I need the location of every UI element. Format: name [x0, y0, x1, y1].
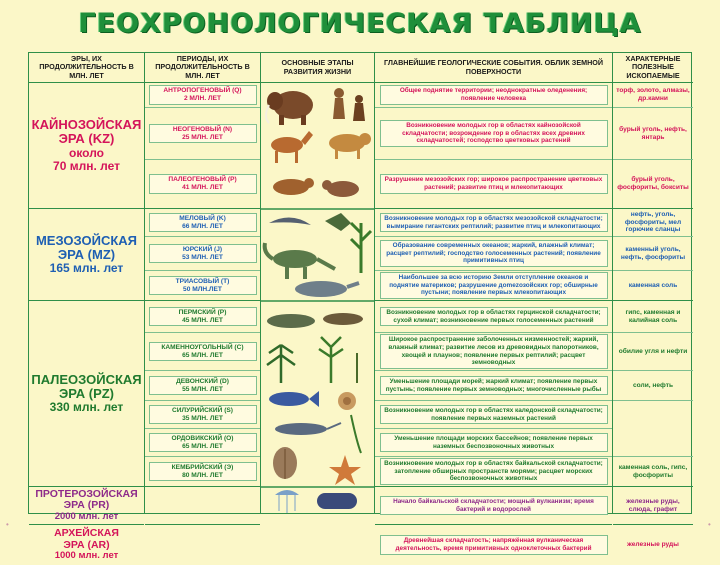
event-text: Широкое распространение заболоченных низменностей; жаркий, влажный климат; развитие лесов из древовидных папоротников, хвощей и плаунов; появление первых рептилий; расцвет земноводных — [380, 334, 608, 369]
event-row — [375, 487, 612, 525]
event-row — [375, 108, 612, 160]
era-pz — [29, 301, 144, 487]
mineral-cell: бурый уголь, нефть, янтарь — [613, 108, 693, 160]
period-name: ПЕРМСКИЙ (P) — [178, 308, 227, 316]
period-box — [149, 307, 257, 327]
starfish-icon — [329, 455, 361, 485]
event-text: Возникновение молодых гор в областях каледонской складчатости; появление первых наземных растений — [380, 405, 608, 424]
event-row — [375, 371, 612, 401]
event-text: Образование современных океанов; жаркий, влажный климат; расцвет рептилий; господство голосеменных растений; появление примитивных птиц — [380, 240, 608, 267]
event-text: Древнейшая складчатость; напряжённая вулканическая деятельность, время примитивных одноклеточных бактерий — [380, 535, 608, 554]
period-box — [149, 276, 257, 296]
mineral-cell: соли, нефть — [613, 371, 693, 401]
event-row — [375, 83, 612, 108]
tree-fern-icon — [267, 337, 357, 383]
periods-column — [145, 53, 261, 513]
period-row — [145, 271, 260, 301]
event-text: Возникновение молодых гор в областях байкальской складчатости; затопление обширных пространств морями; расцвет морских беспозвоночных животных — [380, 458, 608, 485]
period-duration: 45 МЛН. ЛЕТ — [182, 316, 223, 324]
period-duration: 80 МЛН. ЛЕТ — [182, 471, 223, 479]
period-box — [149, 174, 257, 194]
period-duration: 65 МЛН. ЛЕТ — [182, 351, 223, 359]
corner-mark-icon: • — [708, 520, 711, 529]
period-row-empty — [145, 487, 260, 525]
event-row — [375, 525, 612, 565]
event-text: Возникновение молодых гор в областях герцинской складчатости; сухой климат; возникновение первых голосеменных растений — [380, 307, 608, 326]
period-name: НЕОГЕНОВЫЙ (N) — [172, 125, 233, 133]
period-box — [149, 124, 257, 144]
period-name: ОРДОВИКСКИЙ (O) — [171, 434, 234, 442]
header-periods: ПЕРИОДЫ, ИХ ПРОДОЛЖИТЕЛЬНОСТЬ В МЛН. ЛЕТ — [145, 53, 260, 83]
era-kz-code: ЭРА (KZ) — [58, 131, 115, 147]
event-text: Общее поднятие территории; неоднократные оледенения; появление человека — [380, 85, 608, 104]
minerals-column — [613, 53, 693, 549]
period-box — [149, 405, 257, 425]
event-row — [375, 333, 612, 371]
period-box — [149, 85, 257, 105]
period-name: КЕМБРИЙСКИЙ (Э) — [171, 463, 234, 471]
mineral-cell: каменный уголь, нефть, фосфориты — [613, 237, 693, 271]
event-row — [375, 271, 612, 301]
event-text: Наибольшее за всю историю Земли отступление океанов и поднятие материков; разрушение доmezозойских гор; обширные пустыни; появление первых млекопитающих — [380, 272, 608, 299]
period-duration: 65 МЛН. ЛЕТ — [182, 442, 223, 450]
era-pr-name: ПРОТЕРОЗОЙСКАЯ — [35, 487, 138, 500]
event-row — [375, 209, 612, 237]
period-row — [145, 209, 260, 237]
period-box — [149, 342, 257, 362]
period-row — [145, 457, 260, 487]
life-illustrations — [261, 83, 375, 515]
period-row — [145, 371, 260, 401]
period-duration: 55 МЛН. ЛЕТ — [182, 385, 223, 393]
header-life: ОСНОВНЫЕ ЭТАПЫ РАЗВИТИЯ ЖИЗНИ — [261, 53, 374, 83]
shell-icon — [338, 392, 356, 410]
mineral-cell: обилие угля и нефти — [613, 333, 693, 371]
period-box — [149, 376, 257, 396]
bacteria-icon — [317, 493, 357, 509]
event-row — [375, 237, 612, 271]
event-text: Уменьшение площади морей; жаркий климат; появление первых пустынь; появление первых земноводных; многочисленные рыбы — [380, 376, 608, 395]
era-ar-name: АРХЕЙСКАЯ — [54, 527, 119, 540]
period-name: ДЕВОНСКИЙ (D) — [176, 377, 229, 385]
mineral-cell: железные руды — [627, 541, 679, 549]
era-kz-name: КАЙНОЗОЙСКАЯ — [31, 117, 142, 133]
period-name: СИЛУРИЙСКИЙ (S) — [172, 406, 233, 414]
era-kz — [29, 83, 144, 209]
era-pz-name: ПАЛЕОЗОЙСКАЯ — [31, 371, 142, 387]
event-text: Начало байкальской складчатости; мощный вулканизм; время бактерий и водорослей — [380, 496, 608, 515]
era-pr — [29, 487, 144, 525]
mineral-cell-empty — [613, 401, 693, 457]
era-pz-code: ЭРА (PZ) — [58, 385, 115, 401]
primitive-mammal-icon — [273, 178, 359, 197]
era-ar-duration: 1000 млн. лет — [54, 550, 119, 562]
era-mz-duration: 165 млн. лет — [49, 261, 124, 276]
page-title: ГЕОХРОНОЛОГИЧЕСКАЯ ТАБЛИЦА — [78, 8, 642, 39]
period-name: МЕЛОВЫЙ (K) — [179, 214, 226, 222]
era-kz-duration: 70 млн. лет — [53, 158, 120, 173]
era-pr-code: ЭРА (PR) — [63, 499, 110, 512]
era-kz-about: около — [68, 145, 104, 160]
mineral-cell: торф, золото, алмазы, др.камни — [613, 83, 693, 108]
period-duration: 66 МЛН. ЛЕТ — [182, 222, 223, 230]
life-column — [261, 53, 375, 513]
period-duration: 50 МЛН.ЛЕТ — [183, 285, 222, 293]
period-name: ТРИАСОВЫЙ (T) — [175, 277, 230, 285]
header-minerals: ХАРАКТЕРНЫЕ ПОЛЕЗНЫЕ ИСКОПАЕМЫЕ — [613, 53, 693, 83]
era-mz-name: МЕЗОЗОЙСКАЯ — [35, 232, 138, 248]
events-column — [375, 53, 613, 552]
period-duration: 2 МЛН. ЛЕТ — [183, 95, 222, 102]
amphibian-icon — [267, 313, 363, 328]
event-row — [375, 160, 612, 209]
period-row — [145, 301, 260, 333]
period-name: КАМЕННОУГОЛЬНЫЙ (C) — [161, 343, 244, 351]
period-duration: 53 МЛН. ЛЕТ — [182, 253, 223, 261]
mineral-cell: каменная соль — [613, 271, 693, 301]
mineral-cell: гипс, каменная и калийная соль — [613, 301, 693, 333]
event-text: Возникновение молодых гор в областях мезозойской складчатости; вымирание гигантских рептилий; развитие птиц и млекопитающих — [380, 213, 608, 232]
mineral-cell: нефть, уголь, фосфориты, мел горючие сланцы — [613, 209, 693, 237]
event-text: Разрушение мезозойских гор; широкое распространение цветковых растений; развитие птиц и млекопитающих — [380, 174, 608, 193]
period-duration: 25 МЛН. ЛЕТ — [182, 133, 223, 141]
event-row — [375, 401, 612, 429]
period-name: ЮРСКИЙ (J) — [182, 245, 223, 253]
dinosaur-icon — [265, 243, 335, 279]
period-row — [145, 83, 260, 108]
era-column — [29, 53, 145, 562]
period-row — [145, 108, 260, 160]
event-text: Уменьшение площади морских бассейнов; появление первых наземных беспозвоночных животных — [380, 433, 608, 452]
period-duration: 41 МЛН. ЛЕТ — [182, 184, 223, 191]
period-box — [149, 213, 257, 233]
mammoth-icon — [266, 91, 313, 125]
mineral-cell: железные руды, слюда, графит — [613, 487, 693, 525]
armored-fish-icon — [269, 391, 319, 407]
event-row — [375, 301, 612, 333]
period-name: АНТРОПОГЕНОВЫЙ (Q) — [163, 87, 242, 95]
period-row — [145, 401, 260, 429]
trilobite-icon — [273, 447, 297, 479]
era-pz-duration: 330 млн. лет — [49, 400, 124, 415]
event-row — [375, 457, 612, 487]
period-box — [149, 462, 257, 482]
period-box — [149, 244, 257, 264]
period-row — [145, 237, 260, 271]
event-row — [375, 429, 612, 457]
early-humans-icon — [333, 88, 365, 121]
era-mz — [29, 209, 144, 301]
period-box — [149, 433, 257, 453]
jellyfish-icon — [275, 490, 299, 513]
event-text: Возникновение молодых гор в областях кайнозойской складчатости; возрождение гор в областях всех древних складчатостей; господство цветковых растений — [380, 120, 608, 147]
sea-scorpion-icon — [275, 415, 361, 453]
era-ar — [29, 525, 144, 565]
period-duration: 35 МЛН. ЛЕТ — [182, 414, 223, 422]
header-era: ЭРЫ, ИХ ПРОДОЛЖИТЕЛЬНОСТЬ В МЛН. ЛЕТ — [29, 53, 144, 83]
pterosaur-icon — [269, 213, 351, 231]
triceratops-icon — [295, 281, 359, 297]
period-row — [145, 429, 260, 457]
era-ar-code: ЭРА (AR) — [63, 538, 110, 551]
sabre-tooth-icon — [329, 133, 371, 159]
geochronology-table — [28, 52, 692, 562]
plant-icon — [351, 223, 371, 273]
header-events: ГЛАВНЕЙШИЕ ГЕОЛОГИЧЕСКИЕ СОБЫТИЯ. ОБЛИК ЗЕМНОЙ ПОВЕРХНОСТИ — [375, 53, 612, 83]
corner-mark-icon: • — [6, 520, 9, 529]
era-pr-duration: 2000 млн. лет — [54, 510, 119, 522]
mineral-cell: каменная соль, гипс, фосфориты — [613, 457, 693, 487]
mineral-cell: бурый уголь, фосфориты, бокситы — [613, 160, 693, 209]
era-mz-code: ЭРА (MZ) — [57, 246, 116, 262]
period-row — [145, 333, 260, 371]
period-row — [145, 160, 260, 209]
period-name: ПАЛЕОГЕНОВЫЙ (P) — [168, 176, 237, 184]
horse-icon — [271, 131, 313, 163]
